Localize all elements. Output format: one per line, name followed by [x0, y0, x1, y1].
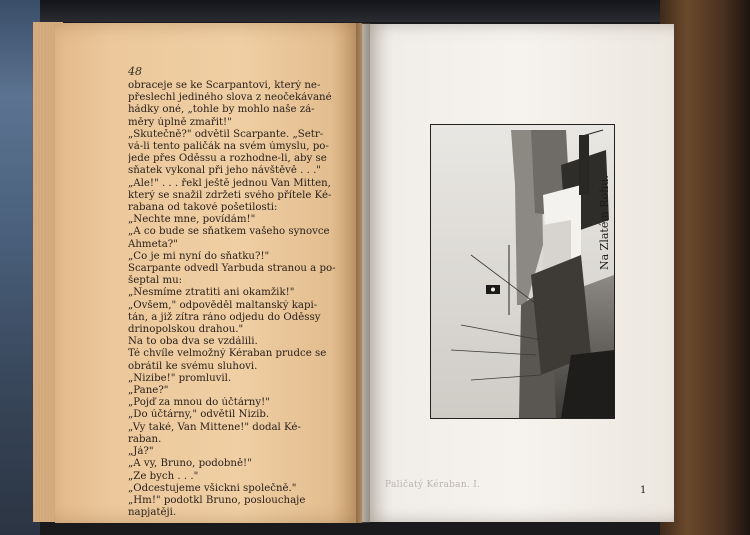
text-line: „Ovšem," odpověděl maltanský kapi- — [128, 299, 318, 311]
text-line: „Do účtárny," odvětil Nizib. — [128, 409, 270, 421]
text-line: „Hm!" podotkl Bruno, poslouchaje — [128, 494, 306, 506]
text-line: „A vy, Bruno, podobně!" — [128, 458, 252, 470]
text-line: tán, a již zítra ráno odjedu do Oděssy — [128, 311, 321, 323]
text-line: „Vy také, Van Mittene!" dodal Ké- — [128, 421, 301, 433]
text-line: „A co bude se sňatkem vašeho synovce — [128, 226, 330, 238]
text-line: „Nesmíme ztratiti ani okamžik!" — [128, 287, 295, 299]
left-page-number: 48 — [128, 65, 142, 78]
text-line: „Nizibe!" promluvil. — [128, 372, 232, 384]
text-line: „Odcestujeme všickni společně." — [128, 482, 297, 494]
text-line: Scarpante odvedl Yarbuda stranou a po- — [128, 263, 336, 275]
background-top — [0, 0, 750, 22]
text-line: rabana od takové pošetilosti: — [128, 202, 278, 214]
text-line: jede přes Oděssu a rozhodne-li, aby se — [128, 153, 327, 165]
text-line: obrátil ke svému sluhovi. — [128, 360, 258, 372]
text-line: napjatěji. — [128, 507, 177, 519]
right-page-number: 1 — [640, 485, 647, 496]
signature-footer: Paličatý Kéraban. I. — [385, 480, 481, 490]
text-line: obraceje se ke Scarpantovi, který ne- — [128, 80, 321, 91]
text-line: „Pojď za mnou do účtárny!" — [128, 397, 270, 409]
text-line: „Ale!" . . . řekl ještě jednou Van Mitten, — [128, 177, 331, 189]
text-line: raban. — [128, 433, 162, 445]
harbor-photograph — [430, 124, 615, 419]
text-line: „Já?" — [128, 446, 154, 458]
text-line: „Nechte mne, povídám!" — [128, 214, 256, 226]
text-line: který se snažil zdržeti svého přítele Ké- — [128, 189, 332, 201]
text-line: měry úplně zmařit!" — [128, 116, 232, 128]
text-line: Na to oba dva se vzdálili. — [128, 336, 258, 348]
text-line: „Pane?" — [128, 385, 169, 397]
book-spine-gutter — [356, 23, 370, 523]
text-line: přeslechl jediného slova z neočekávané — [128, 92, 332, 104]
text-line: vá-li tento paličák na svém úmyslu, po- — [128, 141, 329, 153]
photo-caption: Na Zlatém Rohu. — [598, 175, 611, 270]
text-line: sňatek vykonal při jeho návštěvě . . ." — [128, 165, 321, 177]
text-line: „Že bych . . ." — [128, 470, 199, 482]
left-page-text — [128, 80, 340, 519]
text-line: drinopolskou drahou." — [128, 324, 244, 336]
text-line: Ahmeta?" — [128, 238, 178, 250]
text-line: „Skutečně?" odvětil Scarpante. „Setr- — [128, 128, 324, 140]
text-line: hádky oné, „tohle by mohlo naše zá- — [128, 104, 315, 116]
text-line: Té chvíle velmožný Kéraban prudce se — [128, 348, 327, 360]
text-line: „Co je mi nyní do sňatku?!" — [128, 250, 270, 262]
text-line: šeptal mu: — [128, 275, 183, 287]
